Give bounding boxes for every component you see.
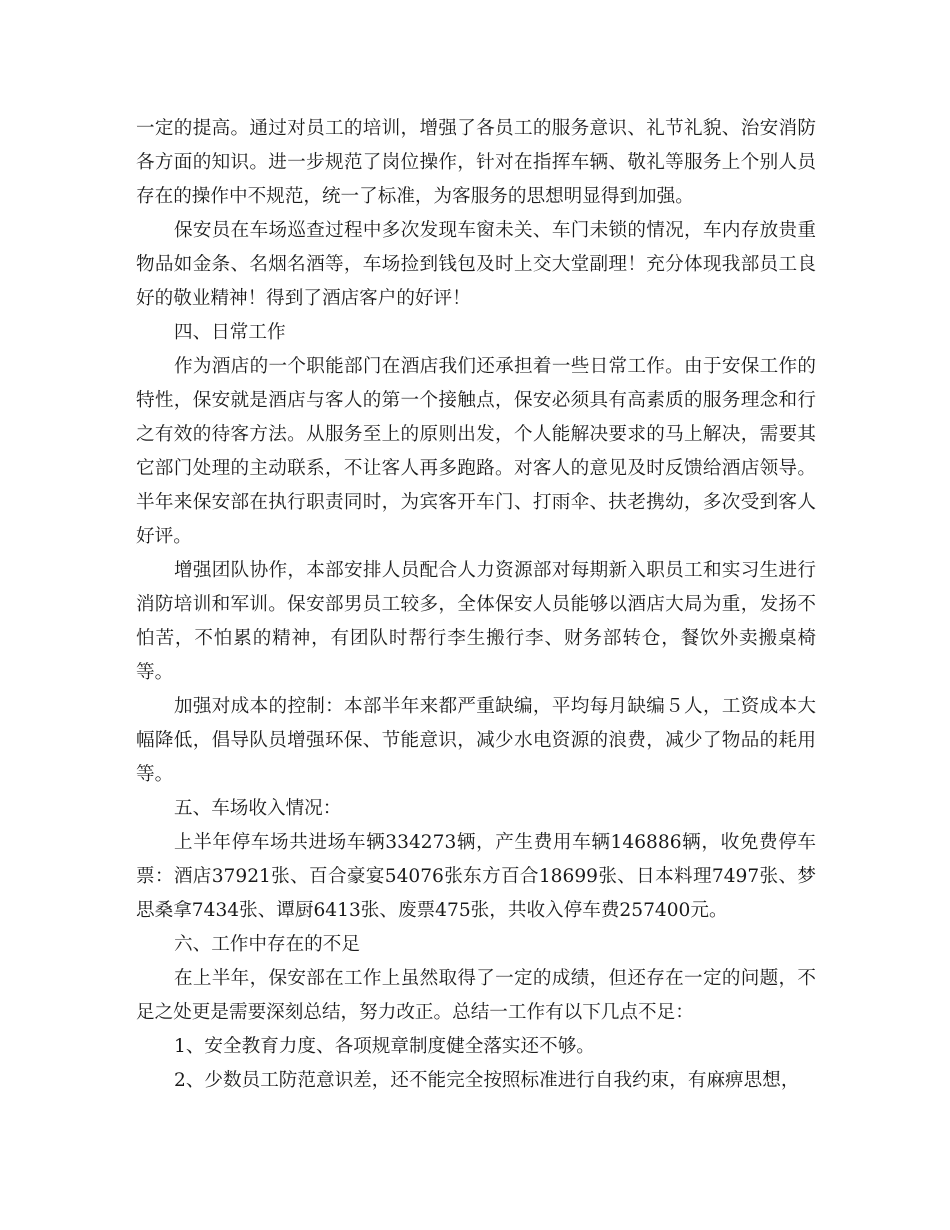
paragraph-training-results: 一定的提高。通过对员工的培训，增强了各员工的服务意识、礼节礼貌、治安消防各方面的知识。进一步规范了岗位操作，针对在指挥车辆、敬礼等服务上个别人员存在的操作中不规范，统一了标准，为客服务的思想明显得到加强。	[136, 118, 816, 207]
document-body	[136, 112, 816, 1098]
paragraph-cost-control: 加强对成本的控制：本部半年来都严重缺编，平均每月缺编５人，工资成本大幅降低，倡导队员增强环保、节能意识，减少水电资源的浪费，减少了物品的耗用等。	[136, 696, 816, 785]
paragraph-parking-income: 上半年停车场共进场车辆334273辆，产生费用车辆146886辆，收免费停车票：酒店37921张、百合豪宴54076张东方百合18699张、日本料理7497张、梦思桑拿7434张、谭厨6413张、废票475张，共收入停车费257400元。	[136, 832, 816, 921]
section-heading-parking-income: 五、车场收入情况：	[174, 798, 342, 819]
paragraph-teamwork: 增强团队协作，本部安排人员配合人力资源部对每期新入职员工和实习生进行消防培训和军训。保安部男员工较多，全体保安人员能够以酒店大局为重，发扬不怕苦，不怕累的精神，有团队时帮行李生搬行李、财务部转仓，餐饮外卖搬桌椅等。	[136, 560, 816, 683]
section-heading-shortcomings: 六、工作中存在的不足	[174, 934, 360, 955]
paragraph-shortcomings-intro: 在上半年，保安部在工作上虽然取得了一定的成绩，但还存在一定的问题，不足之处更是需要深刻总结，努力改正。总结一工作有以下几点不足：	[136, 968, 816, 1023]
list-item-shortcoming-1: 1、安全教育力度、各项规章制度健全落实还不够。	[174, 1036, 595, 1057]
list-item-shortcoming-2: 2、少数员工防范意识差，还不能完全按照标准进行自我约束，有麻痹思想，	[174, 1070, 800, 1091]
paragraph-patrol-findings: 保安员在车场巡查过程中多次发现车窗未关、车门未锁的情况，车内存放贵重物品如金条、名烟名酒等，车场捡到钱包及时上交大堂副理！充分体现我部员工良好的敬业精神！得到了酒店客户的好评！	[136, 220, 816, 309]
section-heading-daily-work: 四、日常工作	[174, 322, 286, 343]
paragraph-daily-work: 作为酒店的一个职能部门在酒店我们还承担着一些日常工作。由于安保工作的特性，保安就是酒店与客人的第一个接触点，保安必须具有高素质的服务理念和行之有效的待客方法。从服务至上的原则出发，个人能解决要求的马上解决，需要其它部门处理的主动联系，不让客人再多跑路。对客人的意见及时反馈给酒店领导。半年来保安部在执行职责同时，为宾客开车门、打雨伞、扶老携幼，多次受到客人好评。	[136, 356, 816, 547]
